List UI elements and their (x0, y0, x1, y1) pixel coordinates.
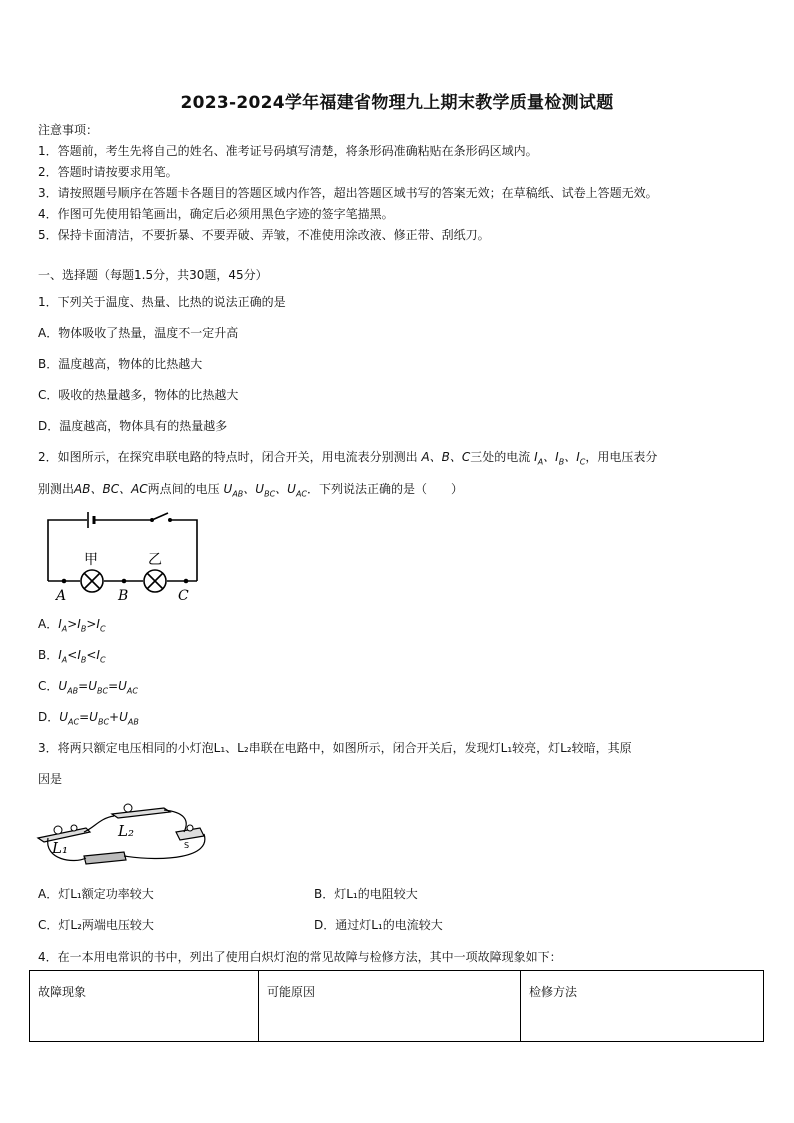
bulb-label: L₂ (118, 822, 134, 840)
notice-item: 3．请按照题号顺序在答题卡各题目的答题区域内作答，超出答题区域书写的答案无效；在草稿纸、试卷上答题无效。 (38, 186, 658, 200)
page-title: 2023-2024学年福建省物理九上期末教学质量检测试题 (180, 93, 614, 113)
fault-table (29, 970, 764, 1042)
option: D．通过灯L₁的电流较大 (314, 918, 443, 932)
option: B．温度越高，物体的比热越大 (38, 357, 203, 371)
option: B．$I_A<I_B<I_C$ (38, 648, 106, 665)
option: A．灯L₁额定功率较大 (38, 887, 154, 901)
option: D．温度越高，物体具有的热量越多 (38, 419, 228, 433)
notice-item: 1．答题前，考生先将自己的姓名、准考证号码填写清楚，将条形码准确粘贴在条形码区域内。 (38, 144, 538, 158)
section-heading: 一、选择题（每题1.5分，共30题，45分） (38, 268, 268, 282)
series-circuit-diagram (40, 508, 205, 603)
option: C．吸收的热量越多，物体的比热越大 (38, 388, 239, 402)
option: A．物体吸收了热量，温度不一定升高 (38, 326, 239, 340)
switch-label: S (184, 841, 190, 850)
question-stem: 1．下列关于温度、热量、比热的说法正确的是 (38, 295, 286, 309)
lamp-label: 甲 (84, 552, 98, 568)
question-stem: 因是 (38, 772, 63, 786)
table-header: 检修方法 (521, 971, 764, 1042)
table-row (30, 971, 764, 1042)
point-label: B (118, 588, 129, 603)
notice-item: 4．作图可先使用铅笔画出，确定后必须用黑色字迹的签字笔描黑。 (38, 207, 394, 221)
table-header: 故障现象 (30, 971, 259, 1042)
notice-item: 2．答题时请按要求用笔。 (38, 165, 178, 179)
point-label: C (178, 588, 189, 603)
notice-heading: 注意事项： (38, 123, 99, 137)
point-label: A (56, 588, 67, 603)
question-stem: 3．将两只额定电压相同的小灯泡L₁、L₂串联在电路中，如图所示，闭合开关后，发现灯L₁较亮，灯L₂较暗，其原 (38, 741, 632, 755)
question-stem: 2．如图所示，在探究串联电路的特点时，闭合开关，用电流表分别测出 A、B、C三处的电流 $I_A$、$I_B$、$I_C$，用电压表分 (38, 450, 658, 467)
bulbs-circuit-photo (34, 798, 212, 870)
lamp-label: 乙 (148, 552, 162, 568)
option: A．$I_A>I_B>I_C$ (38, 617, 106, 634)
question-stem: 4．在一本用电常识的书中，列出了使用白炽灯泡的常见故障与检修方法，其中一项故障现象如下： (38, 950, 562, 964)
option: B．灯L₁的电阻较大 (314, 887, 418, 901)
table-header: 可能原因 (259, 971, 521, 1042)
option: C．$U_{AB}=U_{BC}=U_{AC}$ (38, 679, 138, 696)
option: C．灯L₂两端电压较大 (38, 918, 154, 932)
question-stem: 别测出AB、BC、AC两点间的电压 $U_{AB}$、$U_{BC}$、$U_{AC}$．下列说法正确的是（ ） (38, 482, 464, 499)
bulb-label: L₁ (52, 839, 68, 857)
option: D．$U_{AC}=U_{BC}+U_{AB}$ (38, 710, 139, 727)
notice-item: 5．保持卡面清洁，不要折暴、不要弄破、弄皱，不准使用涂改液、修正带、刮纸刀。 (38, 228, 490, 242)
